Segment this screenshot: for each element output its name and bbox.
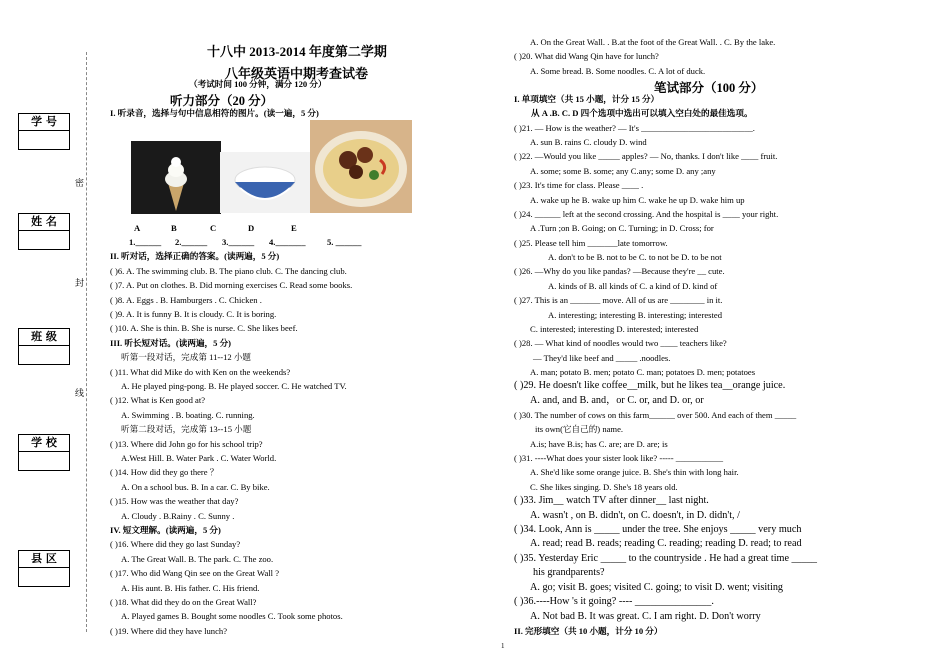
image-letter-c: C xyxy=(210,223,217,233)
question-line: ( )15. How was the weather that day? xyxy=(110,496,239,506)
question-line: ( )19. Where did they have lunch? xyxy=(110,626,228,636)
question-line: ( )24. ______ left at the second crossing. And the hospital is ____ your right. xyxy=(514,209,779,219)
option-line: A. Not bad B. It was great. C. I am right. D. Don't worry xyxy=(530,611,761,622)
question-line: ( )8. A. Eggs . B. Hamburgers . C. Chicken . xyxy=(110,295,262,305)
question-line: his grandparents? xyxy=(533,567,605,578)
exam-note: （考试时间 100 分钟，满分 120 分） xyxy=(189,79,327,89)
question-line: ( )12. What is Ken good at? xyxy=(110,395,206,405)
question-line: ( )22. —Would you like _____ apples? — No, thanks. I don't like ____ fruit. xyxy=(514,151,778,161)
question-line: ( )27. This is an _______ move. All of us are ________ in it. xyxy=(514,295,723,305)
option-line: A.is; have B.is; has C. are; are D. are; is xyxy=(530,439,668,449)
option-line: A. sun B. rains C. cloudy D. wind xyxy=(530,137,647,147)
question-line: ( )14. How did they go there ？ xyxy=(110,467,219,477)
seal-char-feng: 封 xyxy=(75,279,85,289)
question-line: ( )18. What did they do on the Great Wall? xyxy=(110,597,257,607)
county-label: 县 区 xyxy=(19,551,69,568)
exam-title-line1: 十八中 2013-2014 年度第二学期 xyxy=(207,44,387,59)
option-line: C. interested; interesting D. interested; interested xyxy=(530,324,699,334)
student-id-label: 学 号 xyxy=(19,114,69,131)
question-line: ( )30. The number of cows on this farm______ over 500. And each of them _____ xyxy=(514,410,797,420)
question-line: ( )9. A. It is funny B. It is cloudy. C. It is boring. xyxy=(110,309,277,319)
class-label: 班 级 xyxy=(19,329,69,346)
option-line: A. On the Great Wall. . B.at the foot of the Great Wall. . C. By the lake. xyxy=(530,37,776,47)
answer-blank-2: 2.______ xyxy=(175,237,208,247)
option-line: A. Swimming . B. boating. C. running. xyxy=(121,410,255,420)
question-line: ( )6. A. The swimming club. B. The piano club. C. The dancing club. xyxy=(110,266,347,276)
rice-bowl-image xyxy=(220,152,310,213)
answer-blank-1: 1.______ xyxy=(129,237,162,247)
seal-line xyxy=(86,52,87,632)
exam-title-line2: 八年级英语中期考查试卷 xyxy=(225,66,369,81)
answer-blank-4: 4._______ xyxy=(269,237,306,247)
option-line: A. read; read B. reads; reading C. reading; reading D. read; to read xyxy=(530,538,802,549)
image-letter-a: A xyxy=(134,223,141,233)
question-line: ( )17. Who did Wang Qin see on the Great Wall ? xyxy=(110,568,280,578)
option-line: A. interesting; interesting B. interesting; interested xyxy=(548,310,722,320)
school-label: 学 校 xyxy=(19,435,69,452)
option-line: A. go; visit B. goes; visited C. going; to visit D. went; visiting xyxy=(530,582,784,593)
answer-blank-3: 3.______ xyxy=(222,237,255,247)
image-letter-e: E xyxy=(291,223,297,233)
option-line: A. and, and B. and，or C. or, and D. or, or xyxy=(530,395,704,406)
question-line: ( )26. —Why do you like pandas? —Because they're __ cute. xyxy=(514,266,725,276)
question-line: ( )13. Where did John go for his school trip? xyxy=(110,439,263,449)
written-section1-instruction: 从 A .B. C. D 四个选项中选出可以填入空白处的最佳选项。 xyxy=(531,108,753,118)
option-line: A. The Great Wall. B. The park. C. The zoo. xyxy=(121,554,274,564)
section2-heading: II. 听对话，选择正确的答案。(读两遍，5 分) xyxy=(110,251,280,261)
ice-cream-image xyxy=(131,141,221,214)
page-number: 1 xyxy=(501,642,505,650)
option-line: A. wasn't , on B. didn't, on C. doesn't, in D. didn't, / xyxy=(530,510,740,521)
option-line: A. She'd like some orange juice. B. She's thin with long hair. xyxy=(530,467,739,477)
question-line: — They'd like beef and _____ .noodles. xyxy=(533,353,671,363)
option-line: A. Played games B. Bought some noodles C. Took some photos. xyxy=(121,611,343,621)
section3-heading: III. 听长短对话。(读两遍，5 分) xyxy=(110,338,232,348)
option-line: A. man; potato B. men; potato C. man; potatoes D. men; potatoes xyxy=(530,367,756,377)
class-box xyxy=(18,328,70,365)
written-part-title: 笔试部分（100 分） xyxy=(654,81,764,95)
written-section1-heading: I. 单项填空（共 15 小题，计分 15 分） xyxy=(514,94,660,104)
image-letter-d: D xyxy=(248,223,255,233)
section1-heading: I. 听录音，选择与句中信息相符的图片。(读一遍，5 分) xyxy=(110,108,319,118)
option-line: A. Cloudy . B.Rainy . C. Sunny . xyxy=(121,511,235,521)
question-line: ( )23. It's time for class. Please ____ . xyxy=(514,180,644,190)
name-box xyxy=(18,213,70,250)
county-box xyxy=(18,550,70,587)
question-line: ( )28. — What kind of noodles would two ____ teachers like? xyxy=(514,338,727,348)
option-line: A. some; some B. some; any C.any; some D. any ;any xyxy=(530,166,716,176)
question-line: ( )20. What did Wang Qin have for lunch? xyxy=(514,51,659,61)
option-line: A. don't to be B. not to be C. to not be D. to be not xyxy=(548,252,722,262)
option-line: A. Some bread. B. Some noodles. C. A lot of duck. xyxy=(530,66,706,76)
option-line: A. He played ping-pong. B. He played soccer. C. He watched TV. xyxy=(121,381,347,391)
instruction-line: 听第一段对话，完成第 11--12 小题 xyxy=(121,352,252,362)
seal-char-mi: 密 xyxy=(75,179,85,189)
seal-char-xian: 线 xyxy=(75,389,85,399)
question-line: ( )36.----How 's it going? ---- _______________. xyxy=(514,596,714,607)
option-line: A. His aunt. B. His father. C. His friend. xyxy=(121,583,260,593)
question-line: ( )10. A. She is thin. B. She is nurse. C. She likes beef. xyxy=(110,323,298,333)
question-line: its own(它自己的) name. xyxy=(535,424,624,434)
question-line: ( )7. A. Put on clothes. B. Did morning exercises C. Read some books. xyxy=(110,280,353,290)
question-line: ( )25. Please tell him _______late tomorrow. xyxy=(514,238,668,248)
name-label: 姓 名 xyxy=(19,214,69,231)
section4-heading: IV. 短文理解。(读两遍，5 分) xyxy=(110,525,221,535)
answer-blank-5: 5. ______ xyxy=(327,237,362,247)
option-line: A.West Hill. B. Water Park . C. Water World. xyxy=(121,453,277,463)
school-box xyxy=(18,434,70,471)
image-letter-b: B xyxy=(171,223,177,233)
student-id-box xyxy=(18,113,70,150)
option-line: A. On a school bus. B. In a car. C. By bike. xyxy=(121,482,270,492)
question-line: ( )31. ----What does your sister look like? ----- ___________ xyxy=(514,453,724,463)
question-line: ( )21. — How is the weather? — It's __________________________. xyxy=(514,123,755,133)
noodles-image xyxy=(310,120,412,213)
option-line: A .Turn ;on B. Going; on C. Turning; in D. Cross; for xyxy=(530,223,714,233)
option-line: C. She likes singing. D. She's 18 years old. xyxy=(530,482,678,492)
written-section2-heading: II. 完形填空（共 10 小题，计分 10 分） xyxy=(514,626,663,636)
question-line: ( )16. Where did they go last Sunday? xyxy=(110,539,241,549)
option-line: A. kinds of B. all kinds of C. a kind of D. kind of xyxy=(548,281,718,291)
question-line: ( )34. Look, Ann is _____ under the tree. She enjoys _____ very much xyxy=(514,524,802,535)
question-line: ( )35. Yesterday Eric _____ to the countryside . He had a great time _____ xyxy=(514,553,818,564)
listening-part-title: 听力部分（20 分） xyxy=(170,94,274,108)
question-line: ( )33. Jim__ watch TV after dinner__ last night. xyxy=(514,495,709,506)
question-line: ( )29. He doesn't like coffee__milk, but he likes tea__orange juice. xyxy=(514,380,786,391)
question-line: ( )11. What did Mike do with Ken on the weekends? xyxy=(110,367,291,377)
instruction-line: 听第二段对话，完成第 13--15 小题 xyxy=(121,424,252,434)
option-line: A. wake up he B. wake up him C. wake he up D. wake him up xyxy=(530,195,745,205)
